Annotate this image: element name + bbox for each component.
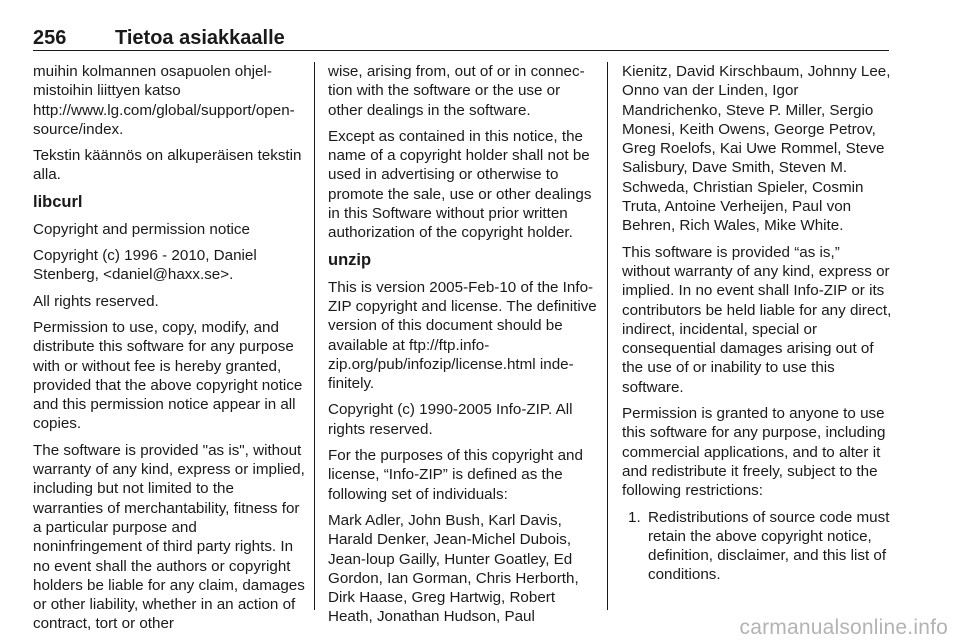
column-divider-2 [607,62,608,610]
paragraph: Except as contained in this notice, the name of a copyright holder shall not be used in advertising or otherwise to promote the sale, use or other dealings in this Software without prior written authorization of the copyright holder. [328,127,592,242]
paragraph: For the purposes of this copyright and license, “Info-ZIP” is defined as the following set of individuals: [328,447,583,503]
paragraph: All rights reserved. [33,292,159,310]
paragraph: Tekstin käännös on alkuperäisen tekstin alla. [33,147,302,184]
paragraph: Permission to use, copy, modify, and distribute this software for any purpose with or without fee is hereby granted, provided that the above copyright notice and this permission notice appear in all copies. [33,318,303,433]
paragraph: wise, arising from, out of or in connection with the software or the use or other dealings in the software. [328,63,585,119]
paragraph: Copyright and permission notice [33,220,250,238]
paragraph: Mark Adler, John Bush, Karl Davis, Harald Denker, Jean-Michel Dubois, Jean-loup Gailly, Hunter Goatley, Ed Gordon, Ian Gorman, Chris Herborth, Dirk Haase, Greg Hartwig, Robert Heath, Jonathan Hudson, Paul [328,511,579,626]
paragraph: muihin kolmannen osapuolen ohjelmistoihin liittyen katso http://www.lg.com/global/support/opensource/index. [33,63,295,138]
section-heading-unzip: unzip [328,250,372,269]
paragraph: Permission is granted to anyone to use this software for any purpose, including commercial applications, and to alter it and redistribute it freely, subject to the following restrictions: [622,405,886,500]
header-rule [33,50,889,51]
column-divider-1 [314,62,315,610]
paragraph: Kienitz, David Kirschbaum, Johnny Lee, Onno van der Linden, Igor Mandrichenko, Steve P. Miller, Sergio Monesi, Keith Owens, George Petrov, Greg Roelofs, Kai Uwe Rommel, Steve Salisbury, Dave Smith, Steven M. Schweda, Christian Spieler, Cosmin Truta, Antoine Verheijen, Paul von Behren, Rich Wales, Mike White. [622,63,891,235]
column-1 [33,62,305,641]
list-item-text: Redistributions of source code must retain the above copyright notice, definition, disclaimer, and this list of conditions. [648,508,890,584]
paragraph: The software is provided "as is", without warranty of any kind, express or implied, including but not limited to the warranties of merchantability, fitness for a particular purpose and noninfringement of third party rights. In no event shall the authors or copyright holders be liable for any claim, damages or other liability, whether in an action of contract, tort or other [33,441,305,633]
section-heading-libcurl: libcurl [33,192,83,211]
page-header [33,26,889,50]
paragraph: This is version 2005-Feb-10 of the Info-ZIP copyright and license. The definitive version of this document should be available at ftp://ftp.info-zip.org/pub/infozip/license.html indefinitely. [328,278,597,393]
list-item-number: 1. [628,508,641,526]
list-item [628,508,892,585]
paragraph: This software is provided “as is,” without warranty of any kind, express or implied. In no event shall Info-ZIP or its contributors be held liable for any direct, indirect, incidental, special or consequential damages arising out of the use of or inability to use this software. [622,243,892,396]
paragraph: Copyright (c) 1996 - 2010, Daniel Stenberg, <daniel@haxx.se>. [33,247,257,284]
page-number: 256 [33,26,67,49]
page-title: Tietoa asiakkaalle [115,26,285,49]
paragraph: Copyright (c) 1990-2005 Info-ZIP. All rights reserved. [328,401,573,438]
column-3 [622,62,892,585]
column-2 [328,62,597,634]
watermark: carmanualsonline.info [739,616,948,639]
